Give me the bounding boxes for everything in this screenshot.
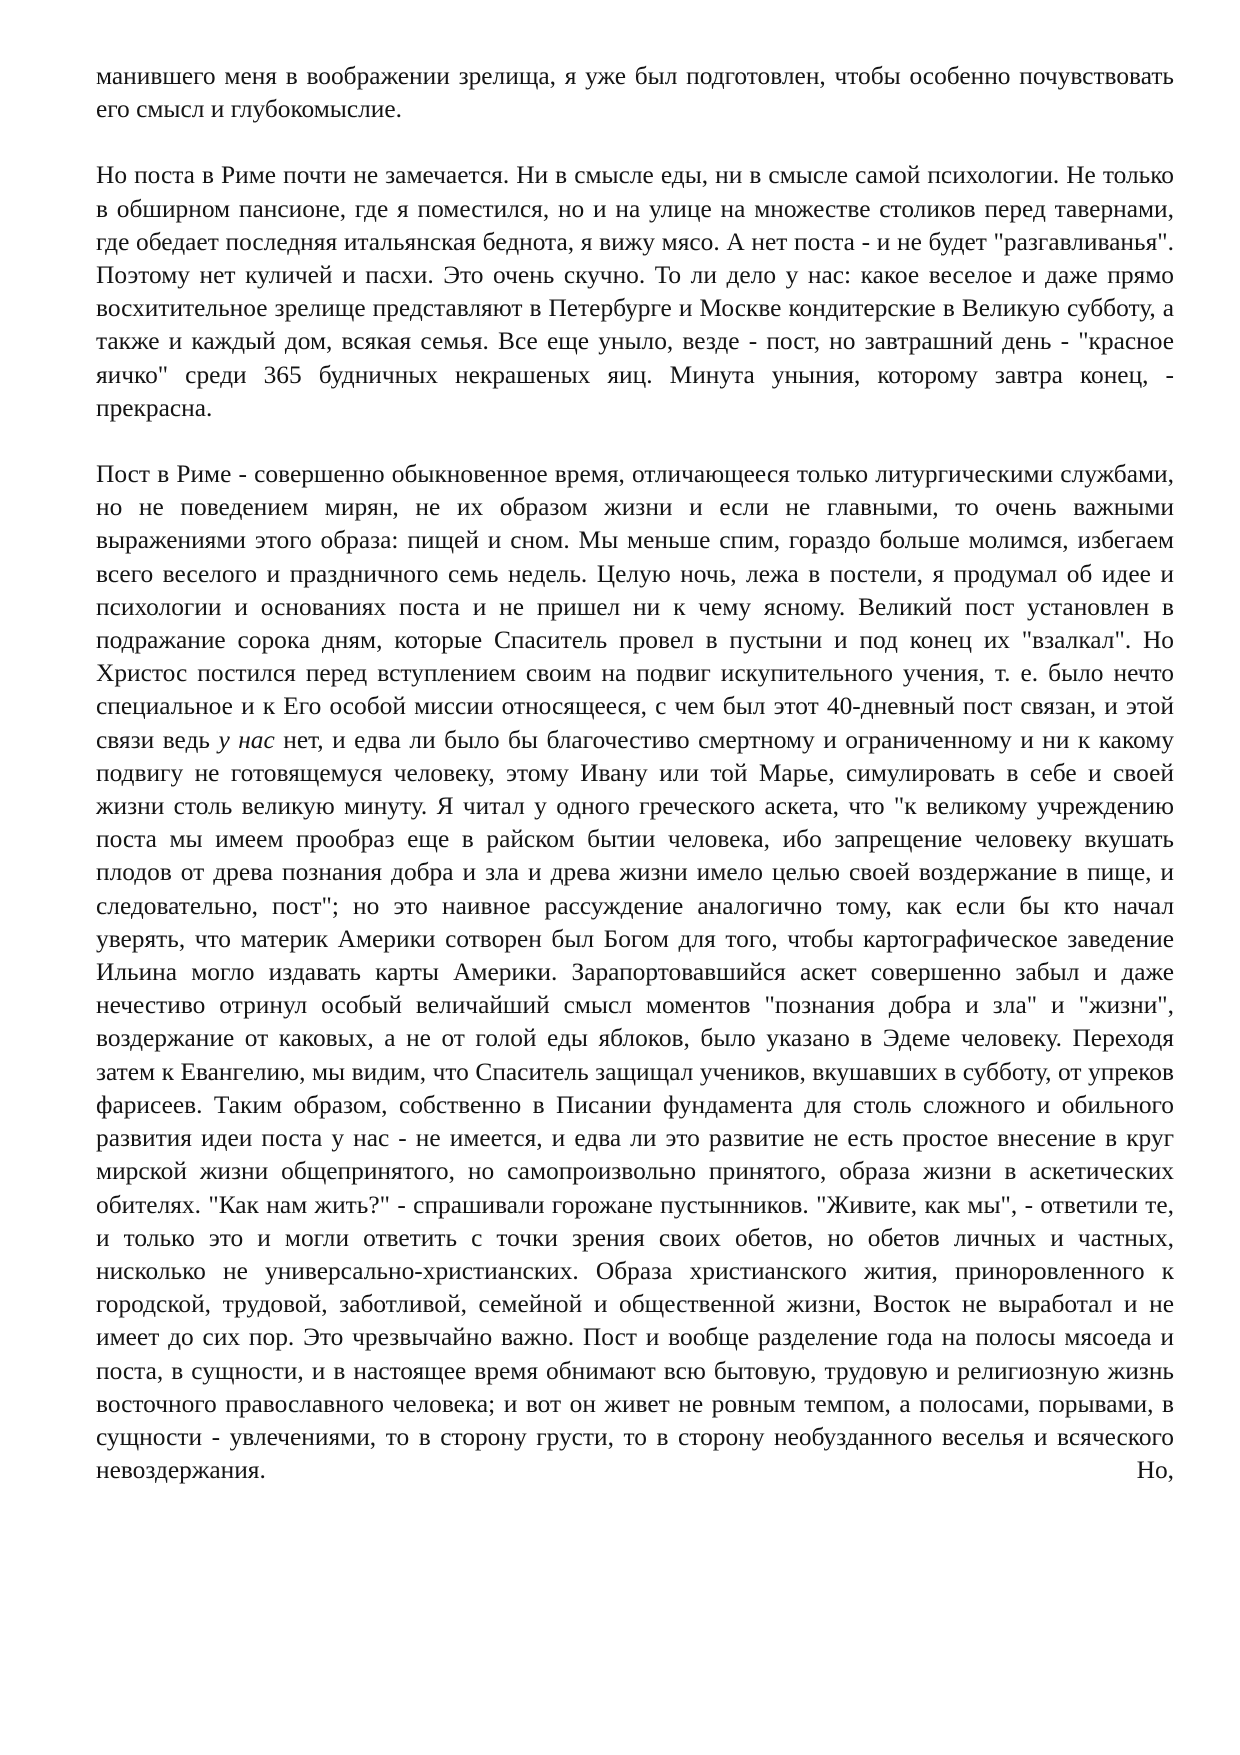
paragraph-1 bbox=[96, 60, 1174, 126]
paragraph-1-text: манившего меня в воображении зрелища, я уже был подготовлен, чтобы особенно почувствовать его смысл и глубокомыслие. bbox=[96, 62, 1174, 124]
paragraph-2-text: Но поста в Риме почти не замечается. Ни в смысле еды, ни в смысле самой психологии. Не только в обширном пансионе, где я поместился, но и на улице на множестве столиков перед тавернами, где обедает последняя итальянская беднота, я вижу мясо. А нет поста - и не будет "разгавливанья". Поэтому нет куличей и пасхи. Это очень скучно. То ли дело у нас: какое веселое и даже прямо восхитительное зрелище представляют в Петербурге и Москве кондитерские в Великую субботу, а также и каждый дом, всякая семья. Все еще уныло, везде - пост, но завтрашний день - "красное яичко" среди 365 будничных некрашеных яиц. Минута уныния, которому завтра конец, - прекрасна. bbox=[96, 161, 1174, 422]
document-page bbox=[96, 60, 1174, 1487]
paragraph-2 bbox=[96, 159, 1174, 425]
paragraph-3-text-part-2: нет, и едва ли было бы благочестиво смертному и ограниченному и ни к какому подвигу не готовящемуся человеку, этому Ивану или той Марье, симулировать в себе и своей жизни столь великую минуту. Я читал у одного греческого аскета, что "к великому учреждению поста мы имеем прообраз еще в райском бытии человека, ибо запрещение человеку вкушать плодов от древа познания добра и зла и древа жизни имело целью своей воздержание в пище, и следовательно, пост"; но это наивное рассуждение аналогично тому, как если бы кто начал уверять, что материк Америки сотворен был Богом для того, чтобы картографическое заведение Ильина могло издавать карты Америки. Зарапортовавшийся аскет совершенно забыл и даже нечестиво отринул особый величайший смысл моментов "познания добра и зла" и "жизни", воздержание от каковых, а не от голой еды яблоков, было указано в Эдеме человеку. Переходя затем к Евангелию, мы видим, что Спаситель защищал учеников, вкушавших в субботу, от упреков фарисеев. Таким образом, собственно в Писании фундамента для столь сложного и обильного развития идеи поста у нас - не имеется, и едва ли это развитие не есть простое внесение в круг мирской жизни общепринятого, но самопроизвольно принятого, образа жизни в аскетических обителях. "Как нам жить?" - спрашивали горожане пустынников. "Живите, как мы", - ответили те, и только это и могли ответить с точки зрения своих обетов, но обетов личных и частных, нисколько не универсально-христианских. Образа христианского жития, приноровленного к городской, трудовой, заботливой, семейной и общественной жизни, Восток не выработал и не имеет до сих пор. Это чрезвычайно важно. Пост и вообще разделение года на полосы мясоеда и поста, в сущности, и в настоящее время обнимают всю бытовую, трудовую и религиозную жизнь восточного православного человека; и вот он живет не ровным темпом, а полосами, порывами, в сущности - увлечениями, то в сторону грусти, то в сторону необузданного веселья и всяческого невоздержания. Но, bbox=[96, 725, 1174, 1485]
paragraph-3-italic-emphasis: у нас bbox=[218, 725, 275, 754]
paragraph-3 bbox=[96, 458, 1174, 1487]
paragraph-3-text-part-1: Пост в Риме - совершенно обыкновенное время, отличающееся только литургическими службами, но не поведением мирян, не их образом жизни и если не главными, то очень важными выражениями этого образа: пищей и сном. Мы меньше спим, гораздо больше молимся, избегаем всего веселого и праздничного семь недель. Целую ночь, лежа в постели, я продумал об идее и психологии и основаниях поста и не пришел ни к чему ясному. Великий пост установлен в подражание сорока дням, которые Спаситель провел в пустыни и под конец их "взалкал". Но Христос постился перед вступлением своим на подвиг искупительного учения, т. е. было нечто специальное и к Его особой миссии относящееся, с чем был этот 40-дневный пост связан, и этой связи ведь bbox=[96, 460, 1174, 754]
